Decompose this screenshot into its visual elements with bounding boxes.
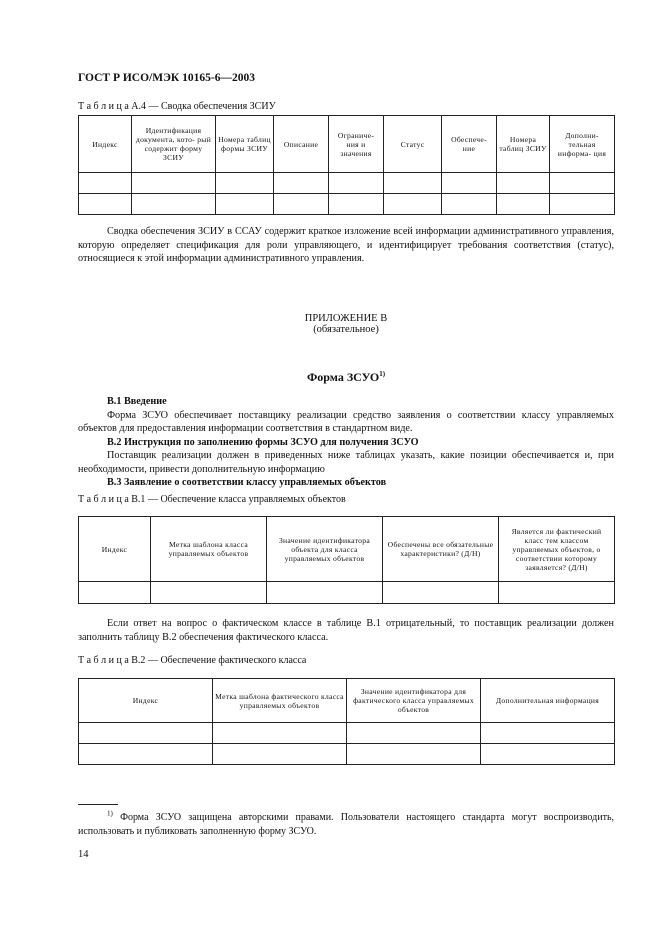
table-cell [497, 194, 550, 215]
section-b2-text: Поставщик реализации должен в приведенных ниже таблицах указать, какие позиции обеспечивается и, при необходимости, привести дополнительную информацию [78, 450, 614, 475]
table-cell [79, 723, 213, 744]
table-b2-header-row [79, 679, 615, 723]
table-b2-header-cell: Метка шаблона фактического класса управляемых объектов [213, 679, 347, 723]
table-cell [442, 194, 497, 215]
appendix-subtitle: (обязательное) [313, 324, 379, 335]
table-cell [550, 194, 615, 215]
table-cell [499, 582, 615, 604]
table-a4-header-cell: Дополни- тельная информа- ция [550, 116, 615, 173]
table-a4-header-cell: Номера таблиц формы ЗСИУ [216, 116, 274, 173]
table-b2 [78, 678, 615, 765]
table-b1-header-cell: Значение идентификатора объекта для класса управляемых объектов [267, 517, 383, 582]
table-row [79, 582, 615, 604]
table-b1 [78, 516, 615, 604]
table-cell [550, 173, 615, 194]
table-b2-caption [78, 655, 306, 666]
table-b2-caption-title: — Обеспечение фактического класса [145, 655, 307, 666]
table-cell [132, 173, 216, 194]
table-a4-header-cell: Идентификация документа, кото- рый содержит форму ЗСИУ [132, 116, 216, 173]
table-b2-header-cell: Дополнительная информация [481, 679, 615, 723]
table-a4-header-cell: Описание [274, 116, 329, 173]
table-a4-header-cell: Номера таблиц ЗСИУ [497, 116, 550, 173]
table-row [79, 194, 615, 215]
table-row [79, 173, 615, 194]
table-cell [213, 723, 347, 744]
section-b1-heading: В.1 Введение [107, 396, 167, 407]
table-a4-header-cell: Ограниче- ния и значения [329, 116, 384, 173]
form-title-text: Форма ЗСУО [306, 370, 380, 384]
footnote-mark: 1) [107, 809, 113, 818]
table-cell [132, 194, 216, 215]
form-title-footnote-mark: 1) [379, 370, 386, 378]
table-cell [274, 194, 329, 215]
table-b1-caption-title: — Обеспечение класса управляемых объектов [145, 494, 346, 505]
table-cell [329, 173, 384, 194]
table-b1-caption [78, 494, 346, 505]
table-cell [384, 173, 442, 194]
table-a4-header-row [79, 116, 615, 173]
table-cell [79, 582, 151, 604]
page-number: 14 [78, 849, 89, 860]
table-cell [216, 173, 274, 194]
form-title [78, 370, 614, 385]
table-a4-caption-label: Т а б л и ц а А.4 [78, 101, 146, 112]
table-row [79, 744, 615, 765]
table-b1-header-cell: Является ли фактический класс тем классом управляемых объектов, о соответствии которому заявляется? (Д/Н) [499, 517, 615, 582]
table-cell [442, 173, 497, 194]
appendix-title: ПРИЛОЖЕНИЕ В [304, 313, 388, 324]
table-a4-caption-title: — Сводка обеспечения ЗСИУ [146, 101, 276, 112]
table-cell [383, 582, 499, 604]
table-b1-header-row [79, 517, 615, 582]
table-cell [384, 194, 442, 215]
table-cell [497, 173, 550, 194]
table-a4-caption [78, 101, 276, 112]
table-cell [329, 194, 384, 215]
table-cell [151, 582, 267, 604]
table-cell [267, 582, 383, 604]
table-cell [347, 723, 481, 744]
table-cell [213, 744, 347, 765]
table-cell [79, 173, 132, 194]
footnote-text: Форма ЗСУО защищена авторскими правами. Пользователи настоящего стандарта могут воспроизводить, использовать и публиковать заполненную форму ЗСУО. [78, 812, 614, 837]
footnote-divider [78, 804, 118, 805]
table-a4-header-cell: Статус [384, 116, 442, 173]
table-b2-header-cell: Индекс [79, 679, 213, 723]
table-b1-header-cell: Обеспечены все обязательные характеристики? (Д/Н) [383, 517, 499, 582]
section-b1-text: Форма ЗСУО обеспечивает поставщику реализации средство заявления о соответствии классу управляемых объектов для предоставления информации соответствия в стандартном виде. [78, 409, 614, 434]
summary-paragraph: Сводка обеспечения ЗСИУ в ССАУ содержит краткое изложение всей информации административного управления, которую определяет спецификация для роли управляющего, и идентифицирует требования соответствия (статус), относящиеся к этой информации административного управления. [78, 226, 614, 264]
table-b2-caption-label: Т а б л и ц а В.2 [78, 655, 146, 666]
section-b1 [78, 395, 614, 490]
section-b2-heading: В.2 Инструкция по заполнению формы ЗСУО для получения ЗСУО [107, 436, 419, 448]
table-cell [79, 744, 213, 765]
table-cell [216, 194, 274, 215]
table-cell [79, 194, 132, 215]
footnote [78, 811, 614, 839]
table-b1-header-cell: Индекс [79, 517, 151, 582]
table-a4-header-cell: Обеспече- ние [442, 116, 497, 173]
table-cell [481, 744, 615, 765]
table-a4-header-cell: Индекс [79, 116, 132, 173]
table-b2-header-cell: Значение идентификатора для фактического класса управляемых объектов [347, 679, 481, 723]
table-cell [274, 173, 329, 194]
table-row [79, 723, 615, 744]
table-cell [347, 744, 481, 765]
table-a4 [78, 115, 615, 215]
document-header: ГОСТ Р ИСО/МЭК 10165-6—2003 [78, 72, 255, 84]
table-cell [481, 723, 615, 744]
table-b1-header-cell: Метка шаблона класса управляемых объектов [151, 517, 267, 582]
section-b3-heading: В.3 Заявление о соответствии классу управляемых объектов [107, 477, 387, 488]
fact-class-paragraph: Если ответ на вопрос о фактическом классе в таблице В.1 отрицательный, то поставщик реализации должен заполнить таблицу В.2 обеспечения фактического класса. [78, 618, 614, 643]
table-b1-caption-label: Т а б л и ц а В.1 [78, 494, 146, 505]
